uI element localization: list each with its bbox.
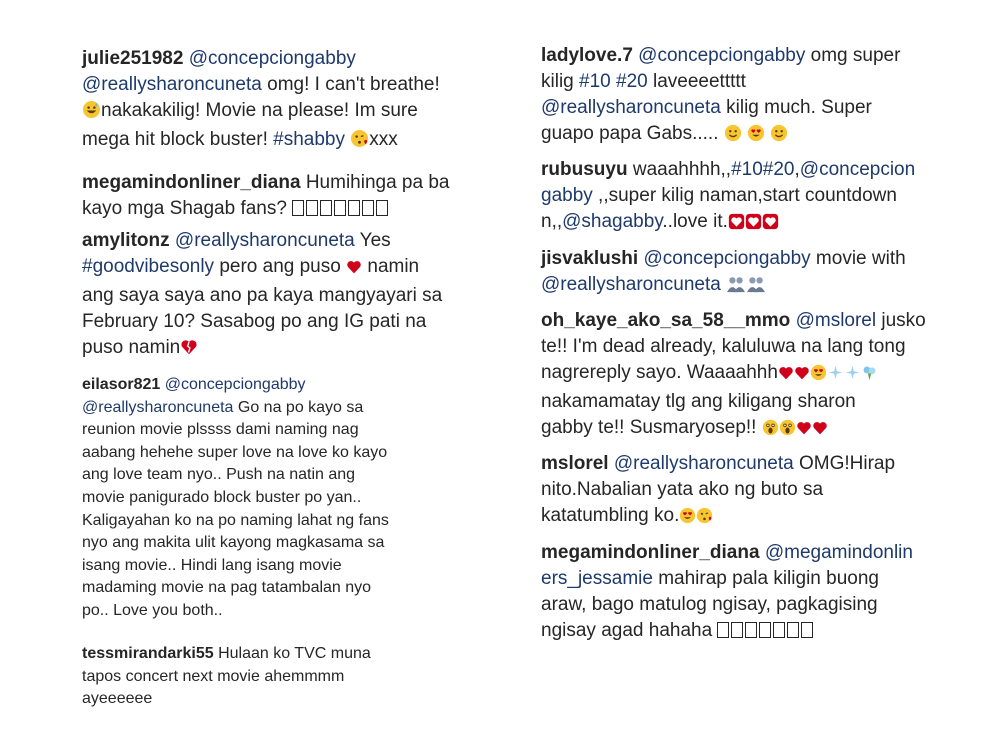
missing-glyph-boxes	[292, 198, 390, 219]
red-heart-icon	[796, 418, 812, 444]
comment-username[interactable]: ladylove.7	[541, 45, 633, 66]
comment-text: movie with	[810, 248, 906, 269]
comment-username[interactable]: oh_kaye_ako_sa_58__mmo	[541, 310, 791, 331]
comment-text: namin	[362, 256, 420, 277]
kissing-heart-emoji-icon	[350, 129, 369, 156]
comment-text: nyo ang makita ulit kayong magkasama sa	[82, 534, 385, 552]
comment-jisvaklushi	[541, 246, 951, 301]
red-heart-icon	[794, 363, 810, 389]
red-heart-icon	[812, 418, 828, 444]
hashtag-link[interactable]: #10	[579, 71, 611, 92]
comment-text: nagrereply sayo. Waaaahhh	[541, 362, 778, 383]
mention-link[interactable]: @reallysharoncuneta	[82, 398, 234, 416]
comment-text: isang movie.. Hindi lang isang movie	[82, 556, 342, 574]
comment-julie251982	[82, 46, 492, 156]
comment-text: kilig	[541, 71, 580, 92]
screaming-face-emoji-icon	[779, 418, 796, 444]
comment-ladylove7	[541, 43, 951, 150]
comment-text: laveeeettttt	[647, 71, 746, 92]
mention-link[interactable]: @concepciongabby	[643, 248, 811, 269]
mention-link[interactable]: @reallysharoncuneta	[541, 97, 721, 118]
comment-username[interactable]: megamindonliner_diana	[82, 172, 301, 193]
comment-text: jusko	[876, 310, 926, 331]
comment-oh-kaye-ako-sa-58-mmo	[541, 308, 951, 444]
heart-eyes-emoji-icon	[747, 124, 765, 150]
broken-heart-icon	[180, 338, 198, 364]
comment-text: OMG!Hirap	[793, 453, 896, 474]
comment-megamindonliner-diana	[82, 170, 492, 222]
kissing-heart-emoji-icon	[696, 506, 713, 532]
comment-text: pero ang puso	[214, 256, 347, 277]
screaming-face-emoji-icon	[762, 418, 779, 444]
comment-text: puso namin	[82, 337, 181, 358]
comment-text: ang saya saya ano pa kaya mangyayari sa	[82, 285, 443, 306]
mention-link[interactable]: @concepciongabby	[638, 45, 806, 66]
comment-text: nito.Nabalian yata ako ng buto sa	[541, 479, 824, 500]
mention-link[interactable]: @reallysharoncuneta	[82, 74, 262, 95]
comment-text: xxx	[369, 129, 398, 150]
mention-link[interactable]: @reallysharoncuneta	[613, 453, 794, 474]
comment-text: te!! I'm dead already, kaluluwa na lang tong	[541, 336, 906, 357]
hashtag-link[interactable]: #shabby	[273, 129, 345, 150]
hashtag-link[interactable]: #goodvibesonly	[82, 256, 215, 277]
comment-eilasor821	[82, 374, 492, 623]
smiling-face-emoji-icon	[724, 124, 742, 150]
hashtag-link[interactable]: #10	[731, 159, 763, 180]
mention-link[interactable]: @reallysharoncuneta	[174, 230, 355, 251]
comment-username[interactable]: tessmirandarki55	[82, 645, 214, 662]
comment-text: aabang hehehe super love na love ko kayo	[82, 443, 388, 461]
comment-mslorel	[541, 451, 951, 532]
comment-username[interactable]: amylitonz	[82, 230, 170, 251]
heart-eyes-emoji-icon	[810, 363, 827, 389]
mention-link[interactable]: @concepciongabby	[188, 48, 356, 69]
comment-amylitonz	[82, 228, 492, 364]
comment-text: Hulaan ko TVC muna	[213, 645, 371, 662]
comment-username[interactable]: julie251982	[82, 48, 184, 69]
red-heart-icon	[346, 257, 362, 283]
heart-icon	[762, 212, 779, 238]
comment-text: omg! I can't breathe!	[261, 74, 440, 95]
comment-text: katatumbling ko.	[541, 505, 680, 526]
comment-text: Humihinga pa ba	[300, 172, 450, 193]
comment-username[interactable]: jisvaklushi	[541, 248, 639, 269]
comment-text: araw, bago matulog ngisay, pagkagising	[541, 594, 878, 615]
comment-text: nakakakilig! Movie na please! Im sure	[101, 100, 418, 121]
couple-emoji-icon	[746, 275, 766, 301]
couple-emoji-icon	[726, 275, 746, 301]
comment-megamindonliner-diana-2	[541, 540, 951, 644]
comment-text: kayo mga Shagab fans?	[82, 198, 293, 219]
mention-link[interactable]: @shagabby	[562, 211, 663, 232]
heart-eyes-emoji-icon	[679, 506, 696, 532]
comment-username[interactable]: eilasor821	[82, 376, 161, 393]
comment-tessmirandarki55	[82, 643, 492, 711]
comment-text: gabby te!! Susmaryosep!!	[541, 417, 762, 438]
comment-username[interactable]: megamindonliner_diana	[541, 542, 760, 563]
mention-link[interactable]: @concepcion	[799, 159, 916, 180]
comment-text: reunion movie plssss dami naming nag	[82, 421, 359, 439]
bouquet-icon	[861, 363, 878, 389]
comment-text: Kaligayahan ko na po naming lahat ng fans	[82, 511, 389, 529]
comment-text: ,,super kilig naman,start countdown	[592, 185, 897, 206]
comment-username[interactable]: mslorel	[541, 453, 609, 474]
missing-glyph-boxes	[717, 620, 815, 641]
red-heart-icon	[778, 363, 794, 389]
smiling-face-emoji-icon	[770, 124, 788, 150]
comment-text: madaming movie na pag tatambalan nyo	[82, 579, 372, 597]
mention-link[interactable]: @mslorel	[795, 310, 877, 331]
comment-rubusuyu: rubusuyu waaahhhh,,#10#20,@concepcion gabby ,,super kilig naman,start countdown n,,@shagabby..love it.	[541, 157, 951, 238]
comment-text: Yes	[354, 230, 391, 251]
grinning-sweat-emoji-icon	[82, 100, 101, 127]
hashtag-link[interactable]: #20	[762, 159, 795, 180]
comment-text: ang love team nyo.. Push na natin ang	[82, 466, 356, 484]
comment-text: movie panigurado block buster po yan..	[82, 488, 362, 506]
mention-link[interactable]: @concepciongabby	[164, 376, 306, 393]
mention-link[interactable]: @megamindonlin	[764, 542, 913, 563]
comment-text: n,,	[541, 211, 563, 232]
sparkles-icon	[844, 363, 861, 389]
comment-text: kilig much. Super	[720, 97, 872, 118]
comment-username[interactable]: rubusuyu	[541, 159, 628, 180]
comment-text: ngisay agad hahaha	[541, 620, 718, 641]
comment-text: omg super	[805, 45, 901, 66]
comment-text: mega hit block buster!	[82, 129, 274, 150]
heart-row	[728, 211, 779, 232]
heart-icon	[745, 212, 762, 238]
mention-link[interactable]: ers_jessamie	[541, 568, 653, 589]
comment-text: ayeeeeee	[82, 690, 153, 708]
comment-text: February 10? Sasabog po ang IG pati na	[82, 311, 427, 332]
comment-text: waaahhhh,,	[627, 159, 732, 180]
comment-text: nakamamatay tlg ang kiligang sharon	[541, 391, 856, 412]
sparkles-icon	[827, 363, 844, 389]
mention-link[interactable]: gabby	[541, 185, 593, 206]
comment-text: guapo papa Gabs.....	[541, 123, 724, 144]
hashtag-link[interactable]: #20	[616, 71, 648, 92]
comment-text: po.. Love you both..	[82, 601, 223, 619]
comment-text: tapos concert next movie ahemmmm	[82, 667, 345, 685]
comment-text: ..love it.	[662, 211, 728, 232]
comment-text: mahirap pala kiligin buong	[652, 568, 879, 589]
comment-text: Go na po kayo sa	[233, 398, 364, 416]
mention-link[interactable]: @reallysharoncuneta	[541, 274, 721, 295]
heart-icon	[728, 212, 745, 238]
